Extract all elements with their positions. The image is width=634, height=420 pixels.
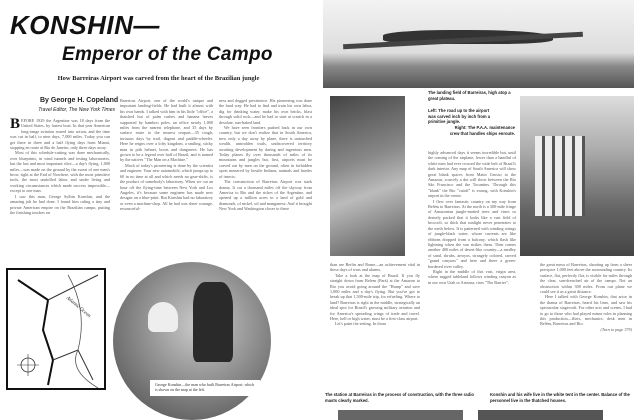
paragraph: EFORE 1929 the Argentine was 18 days from the United States, by fastest boat. In that year American long-range aviation roared into action, and the time was cut in half, to nine days, 7,000 miles. Today you can get there in three and a half flying days from Miami, stopping en route at Rio de Janeiro, only three days away.: [10, 118, 110, 151]
radio-station-photo: [338, 410, 463, 420]
article-title-line1: KONSHIN—: [10, 10, 160, 40]
map-illustration: [8, 270, 104, 388]
maintenance-crew-photo: [520, 96, 634, 256]
paragraph: Much of today's pioneering is done by the scientist and engineer. Your new automobile, which jumps up to 60 in no time at all and which needs no gear-shifts, is the product of somebody's laboratory. When we cut an hour off the flying-time between New York and Los Angeles, it's because some engineer has made new designs on a blue-print. But Konshin had no laboratory or even a machine-shop. All he had was sheer courage, resourceful-: [120, 162, 213, 212]
paragraph: Here I talked with George Konshin, that actor in the drama of Barreiras, heard his lines, and saw his spectacular stagecraft. For other acts and scenes, I had to go to those who had played minor roles in planning this production—fliers, mechanics, desk men in Belém, Barreiras and Rio.: [540, 294, 632, 327]
paragraph: The construction of Barreiras Airport was stark drama. It cut a thousand miles off the skyway from America to Rio and the riches of the Argentine, and opened up a million acres in a land of gold and diamonds, of nickel, oil and manganese. And it brought New York and Washington closer to these: [219, 179, 312, 212]
horse-photo-caption: George Konshin—the man who built Barreiras Airport, which is shown on the map at the left.: [155, 382, 255, 392]
text-column-a: [330, 262, 420, 368]
caption-left-photo: Left: The road up to the airport was carved inch by inch from a primitive jungle.: [428, 108, 491, 124]
paragraph: I saw this man, George Sylbin Konshin, and the amazing job he had done. I found him ruling a tiny and private American empire on the Brazilian campo, putting the finishing touches on: [10, 193, 110, 215]
route-map: [6, 268, 106, 390]
paragraph: highly advanced days it seems incredible but, until the coming of the airplane, fewer than a handful of white men had ever crossed the wide belt of Brazil's dark interior. Any map of South America will show great blank spaces from Matto Grosso to the Amazon, scarcely a dot will show between the Rio São Francisco and the Tocantins. Through this "blank" the Rio "cutoff" is swung, with Konshin's airport in the center.: [428, 150, 516, 199]
paragraph: Let's paint the setting. In those: [335, 321, 387, 327]
paragraph: We have seen frontiers pushed back in our own country, but we don't realize that in South America, now only a day away by plane, there is untouched wealth, untrodden trails, undiscovered territory awaiting development by daring and ingenious men. Today planes fly over thousands of miles of its mountains and jungles but, first, airports must be carved out by men on the ground, often in forbidden spots menaced by hostile Indians, animals and hordes of insects.: [219, 125, 312, 179]
konshin-camp-photo: [478, 410, 603, 420]
caption-radio-station: The station at Barreiras in the process of construction, with the three radio masts clearly marked.: [325, 392, 474, 403]
byline-role: Travel Editor, The New York Times: [38, 107, 115, 113]
map-ocean-label: Atlantic Ocean: [64, 295, 92, 320]
article-subtitle: How Barreiras Airport was carved from the heart of the Brazilian jungle: [57, 75, 260, 82]
text-column-1: [10, 118, 110, 258]
paragraph: than are Berlin and Rome—an achievement vital in these days of wars and alarms.: [330, 262, 420, 273]
drop-cap: B: [10, 118, 21, 132]
paragraph: Most of this schedule-cutting was done mechanically, over blueprints, in wind tunnels and testing laboratories, but the last and most important slice—a day's flying, 1,000 miles—was made on the ground by the sweat of one man's brow, right at the End of Nowhere, with the most primitive tools, the most unskilled labor, and under living and working circumstances which made success impossible—except to one man.: [10, 150, 110, 194]
man-figure: [148, 302, 178, 332]
continued-note: (Turn to page 379): [600, 326, 632, 332]
paragraph: ness and dogged persistence. His pioneering was done the hard way. He had to find and train his own labor, dig for drinking water, make his own bricks, blast through solid rock—and he had to start at scratch in a desolate, sun-baked land.: [219, 98, 312, 125]
article-title-line2: Emperor of the Campo: [62, 44, 273, 65]
konshin-horse-photo: [113, 262, 271, 420]
byline: By George H. Copeland: [40, 97, 119, 104]
horse-silhouette: [193, 282, 233, 362]
caption-konshin-tent: Konshin and his wife live in the white tent in the center. Balance of the personnel live in the thatched houses.: [490, 392, 630, 403]
caption-right-photo: Right: The P.A.A. maintenance crew that handles ships enroute.: [449, 125, 515, 136]
airplane-photo: [323, 0, 634, 88]
text-column-2: [120, 98, 213, 276]
text-column-3: [219, 98, 312, 276]
text-column-c: [540, 262, 632, 368]
paragraph: Right in the middle of this vast, virgin area, where rugged tableland follows winding canyon as in our own Utah or Arizona, rises "The Barrier",: [428, 268, 516, 285]
paragraph: I flew over fantastic country on my way from Belém to Barreiras. At the north is a 300-mile fringe of Amazonian jungle-matted trees and vines so densely packed that it looks like a vast field of broccoli, so thick that sunlight never penetrates to the earth below. It is patterned with winding strings of jungle-black water, whose currents are like ribbons dropped from a balcony, which flash like lightning when the sun strikes them. Then comes another 400 miles of desert-like country—a medley of sand, shrubs, arroyos, strangely colored, carved "grand canyons" and here and there a green-bordered river valley.: [428, 198, 516, 269]
text-column-b: [428, 150, 516, 368]
paragraph: Take a look at the map of Brazil. If you fly straight down from Belem (Pará) at the Amazon to Rio you avoid going around the "Hump" and save 1,000 miles and a day's flying. But you've got to break up that 1,500-mile trip, for refueling. Where to land? Barreiras is right in the middle, strategically an ideal spot for Brazil's growing military aviation and for America's spreading wings of trade and travel. Here, hell or high water, must be a first-class airport.: [330, 272, 420, 322]
caption-landing-field: The landing field of Barreiras, high atop a great plateau.: [428, 90, 511, 101]
crew-figures: [535, 136, 585, 216]
paragraph: the great mesa of Barreiras, shooting up from a sheer precipice 1,000 feet above the surrounding country. Its surface, flat, perfectly flat, is visible for miles through the clear, sun-drenched air of the campo. Not an obstruction within 300 miles. From our plane we could see it as a great distance.: [540, 262, 632, 295]
jungle-road-photo: [330, 96, 405, 256]
paragraph: Barreiras Airport, one of the world's unique and important landing-fields. He had built it almost with his own hands. I talked with him in his little "office", a thatched hut of palm rushes and banana leaves supported by bamboo poles, an office nearly 1,000 miles from the nearest telephone, and 35 days by surface route to the nearest seaport—35 tough, tortuous days by trail, dugout and paddle-wheeler. Here he reigns over a lofty kingdom, a smiling, sticky man in pith helmet, boots and dungarees. He has grown to be a legend over half of Brazil, and is named by the natives "The Man on a Machine.": [120, 98, 213, 163]
